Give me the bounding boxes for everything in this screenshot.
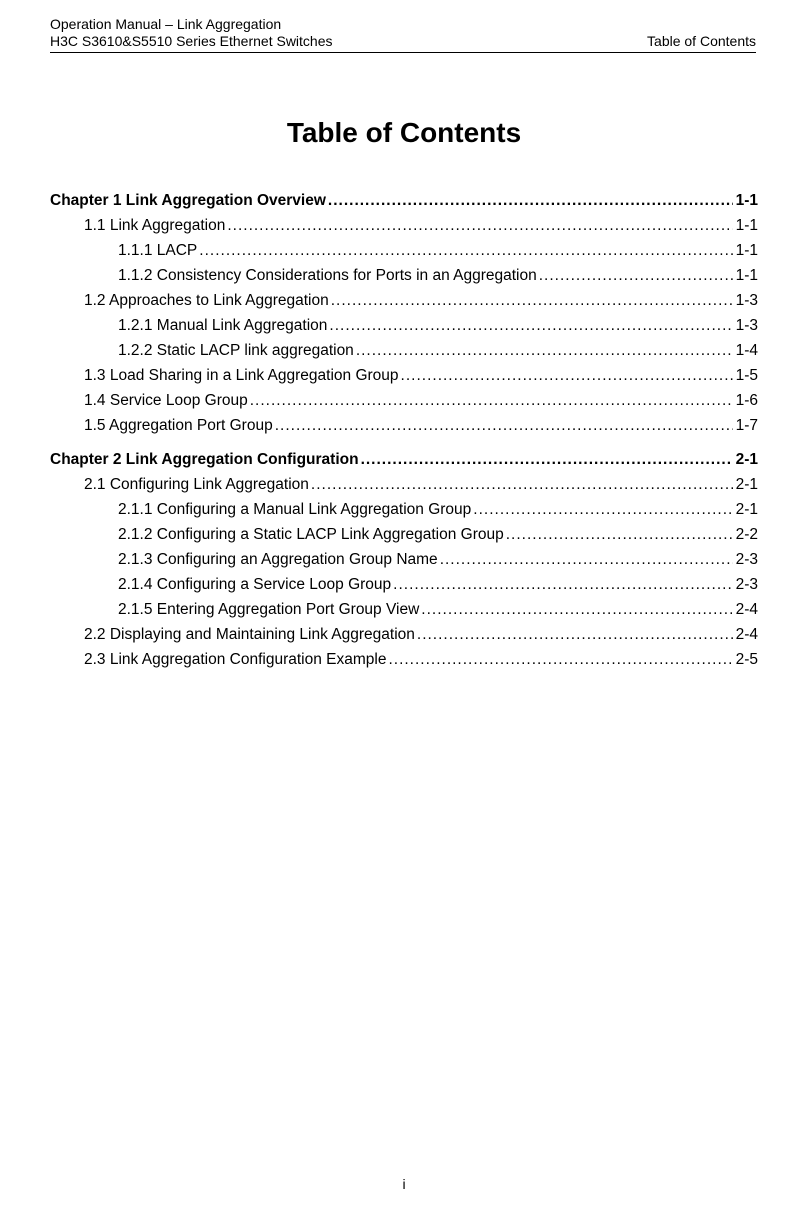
toc-dot-leader [440, 547, 733, 572]
toc-page-number: 1-1 [735, 217, 758, 234]
toc-dot-leader [473, 497, 732, 522]
toc-entry-text: 1.2.2 Static LACP link aggregation [118, 342, 354, 359]
toc-section-2-3[interactable] [50, 647, 758, 672]
toc-page-number: 2-1 [735, 501, 758, 518]
toc-entry-text: 2.1.4 Configuring a Service Loop Group [118, 576, 392, 593]
toc-subsection-2-1-5[interactable] [50, 597, 758, 622]
toc-dot-leader [250, 388, 733, 413]
toc-entry-text: 2.2 Displaying and Maintaining Link Aggregation [84, 626, 415, 643]
toc-chapter-2[interactable] [50, 447, 758, 472]
toc-entry-text: 1.1 Link Aggregation [84, 217, 226, 234]
toc-page-number: 1-1 [735, 242, 758, 259]
toc-page-number: 1-4 [735, 342, 758, 359]
toc-entry-text: 2.1 Configuring Link Aggregation [84, 476, 309, 493]
toc-entry-text: 2.1.2 Configuring a Static LACP Link Aggregation Group [118, 526, 504, 543]
table-of-contents [50, 188, 758, 672]
toc-subsection-1-2-2[interactable] [50, 338, 758, 363]
toc-dot-leader [356, 338, 733, 363]
toc-dot-leader [311, 472, 733, 497]
toc-dot-leader [199, 238, 732, 263]
toc-subsection-1-2-1[interactable] [50, 313, 758, 338]
toc-entry-text: 1.2.1 Manual Link Aggregation [118, 317, 328, 334]
toc-subsection-2-1-2[interactable] [50, 522, 758, 547]
toc-page-number: 1-5 [735, 367, 758, 384]
toc-dot-leader [388, 647, 732, 672]
header-manual-title: Operation Manual – Link Aggregation [50, 16, 282, 32]
toc-dot-leader [421, 597, 732, 622]
toc-page-number: 2-4 [735, 626, 758, 643]
toc-entry-text: 2.1.5 Entering Aggregation Port Group View [118, 601, 420, 618]
toc-dot-leader [539, 263, 733, 288]
toc-dot-leader [331, 288, 733, 313]
toc-page-number: 1-3 [735, 317, 758, 334]
toc-dot-leader [417, 622, 733, 647]
toc-dot-leader [506, 522, 733, 547]
toc-entry-text: 2.3 Link Aggregation Configuration Example [84, 651, 387, 668]
toc-section-2-2[interactable] [50, 622, 758, 647]
header-product-name: H3C S3610&S5510 Series Ethernet Switches [50, 33, 333, 49]
toc-chapter-1[interactable] [50, 188, 758, 213]
toc-section-1-2[interactable] [50, 288, 758, 313]
toc-entry-text: 1.3 Load Sharing in a Link Aggregation Group [84, 367, 399, 384]
toc-entry-text: 2.1.1 Configuring a Manual Link Aggregation Group [118, 501, 472, 518]
toc-page-number: 1-3 [735, 292, 758, 309]
toc-dot-leader [275, 413, 733, 438]
toc-subsection-2-1-4[interactable] [50, 572, 758, 597]
toc-page-number: 2-2 [735, 526, 758, 543]
toc-entry-text: 1.5 Aggregation Port Group [84, 417, 273, 434]
toc-section-2-1[interactable] [50, 472, 758, 497]
toc-page-number: 2-3 [735, 551, 758, 568]
toc-entry-text: 1.2 Approaches to Link Aggregation [84, 292, 329, 309]
toc-page-number: 1-1 [735, 192, 758, 209]
toc-page-number: 1-6 [735, 392, 758, 409]
toc-entry-text: Chapter 1 Link Aggregation Overview [50, 192, 326, 209]
toc-section-1-4[interactable] [50, 388, 758, 413]
toc-entry-text: 2.1.3 Configuring an Aggregation Group Name [118, 551, 438, 568]
toc-dot-leader [401, 363, 733, 388]
toc-section-1-1[interactable] [50, 213, 758, 238]
toc-dot-leader [227, 213, 732, 238]
toc-page-number: 2-5 [735, 651, 758, 668]
toc-section-1-3[interactable] [50, 363, 758, 388]
page-header [50, 16, 756, 53]
toc-dot-leader [393, 572, 732, 597]
toc-entry-text: 1.1.2 Consistency Considerations for Ports in an Aggregation [118, 267, 537, 284]
header-section-name: Table of Contents [647, 33, 756, 49]
toc-entry-text: 1.1.1 LACP [118, 242, 198, 259]
toc-page-number: 2-3 [735, 576, 758, 593]
toc-dot-leader [328, 188, 733, 213]
toc-subsection-2-1-3[interactable] [50, 547, 758, 572]
toc-dot-leader [361, 447, 733, 472]
toc-section-1-5[interactable] [50, 413, 758, 438]
toc-subsection-2-1-1[interactable] [50, 497, 758, 522]
toc-subsection-1-1-2[interactable] [50, 263, 758, 288]
toc-entry-text: Chapter 2 Link Aggregation Configuration [50, 451, 359, 468]
toc-entry-text: 1.4 Service Loop Group [84, 392, 248, 409]
toc-page-number: 2-4 [735, 601, 758, 618]
toc-page-number: 2-1 [735, 451, 758, 468]
page-number-footer: i [402, 1176, 406, 1192]
toc-subsection-1-1-1[interactable] [50, 238, 758, 263]
toc-page-number: 2-1 [735, 476, 758, 493]
toc-page-number: 1-7 [735, 417, 758, 434]
toc-page-number: 1-1 [735, 267, 758, 284]
page-title: Table of Contents [286, 117, 522, 148]
toc-dot-leader [329, 313, 732, 338]
